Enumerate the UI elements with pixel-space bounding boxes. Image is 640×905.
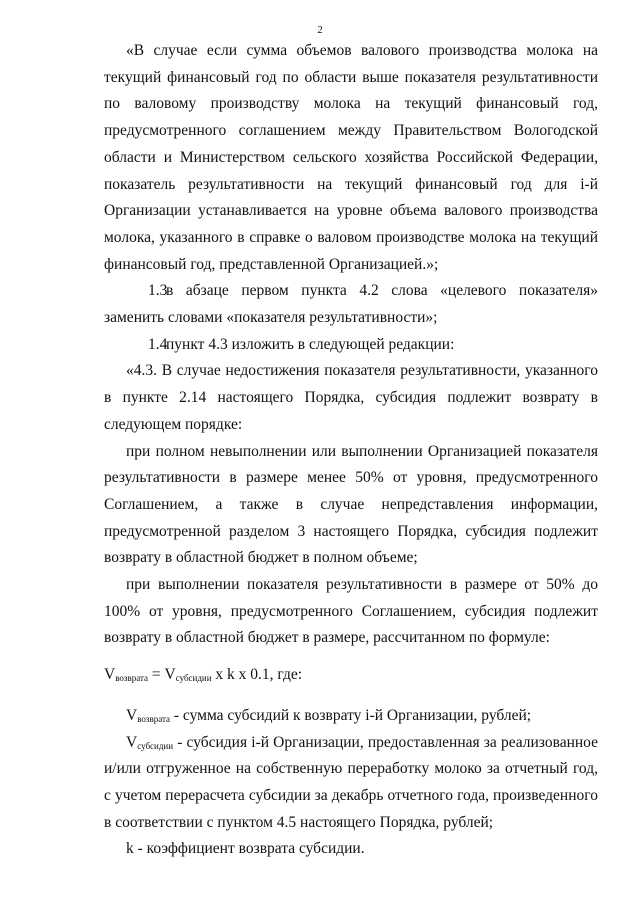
item-1-3-text: в абзаце первом пункта 4.2 слова «целевого показателя» заменить словами «показателя результативности»; <box>104 282 598 327</box>
formula-sub-vozvrata: возврата <box>115 673 148 684</box>
definition-k: k - коэффициент возврата субсидии. <box>126 840 365 858</box>
formula-sub-subsidii: субсидии <box>175 673 212 684</box>
page-number: 2 <box>317 24 323 36</box>
item-1-4 <box>104 332 598 359</box>
definition-v-subsidii: $V_{субсидии}$ - субсидия i-й Организации, предоставленная за реализованное и/или отгруженное на собственную переработку молоко за отчетный год, с учетом перерасчета субсидии за декабрь отчетного года, произведенного в соответствии с пунктом 4.5 настоящего Порядка, рублей; <box>104 733 598 831</box>
item-1-4-number: 1.4 <box>148 335 168 353</box>
item-1-3-number: 1.3 <box>148 282 168 300</box>
document-body <box>104 38 598 863</box>
paragraph-full-return: при полном невыполнении или выполнении Организацией показателя результативности в размере менее 50% от уровня, предусмотренного Соглашением, а также в случае непредставления информации, предусмотренной разделом 3 настоящего Порядка, субсидия подлежит возврату в областной бюджет в полном объеме; <box>104 442 598 567</box>
item-1-4-text: пункт 4.3 изложить в следующей редакции: <box>166 335 455 353</box>
item-1-3 <box>104 278 598 331</box>
return-formula: $V_{возврата} = V_{субсидии}$ x k x 0.1, где: <box>104 666 303 684</box>
paragraph-partial-return: при выполнении показателя результативности в размере от 50% до 100% от уровня, предусмотренного Соглашением, субсидия подлежит возврату в областной бюджет в размере, рассчитанном по формуле: <box>104 576 598 647</box>
definition-v-vozvrata: $V_{возврата}$ - сумма субсидий к возврату i-й Организации, рублей; <box>126 706 532 724</box>
paragraph-4-3: «4.3. В случае недостижения показателя результативности, указанного в пункте 2.14 настоящего Порядка, субсидия подлежит возврату в следующем порядке: <box>104 362 598 433</box>
paragraph-milk-volume: «В случае если сумма объемов валового производства молока на текущий финансовый год по области выше показателя результативности по валовому производству молока на текущий финансовый год, предусмотренного соглашением между Правительством Вологодской области и Министерством сельского хозяйства Российской Федерации, показатель результативности на текущий финансовый год для i-й Организации устанавливается на уровне объема валового производства молока, указанного в справке о валовом производстве молока на текущий финансовый год, представленной Организацией.»; <box>104 42 598 273</box>
